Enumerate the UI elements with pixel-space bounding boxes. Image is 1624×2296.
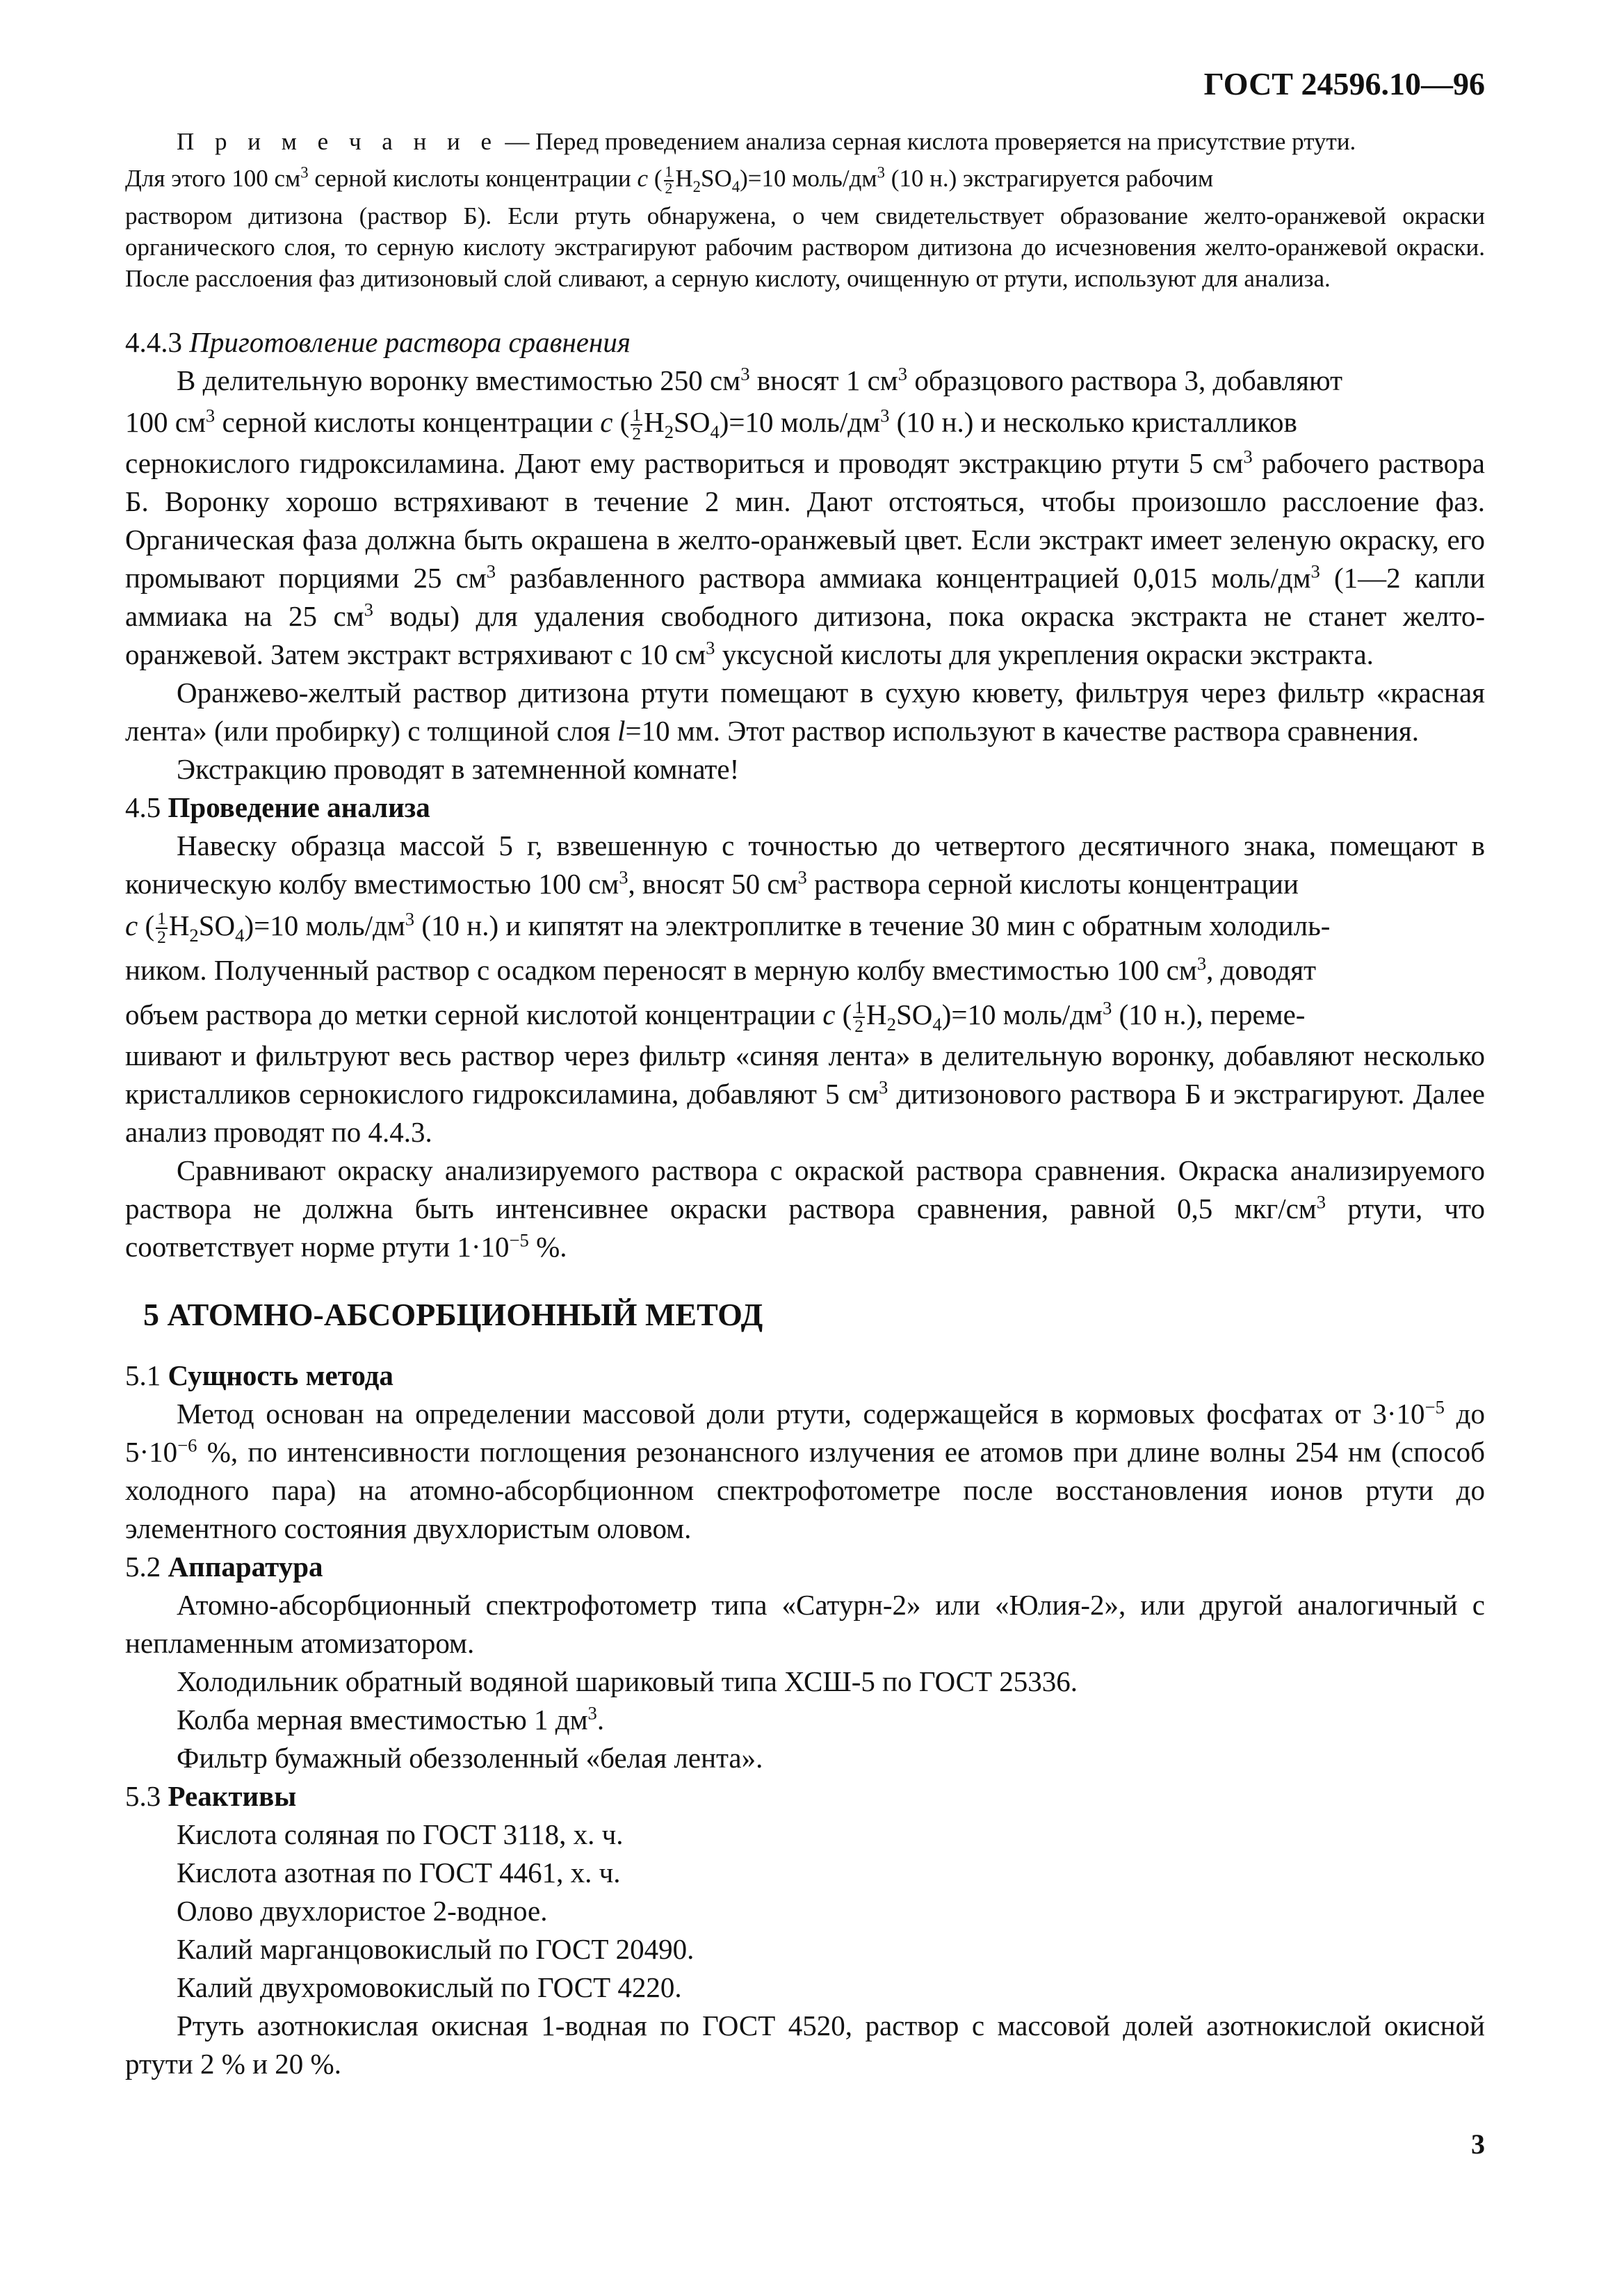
paragraph-4-4-3-1c: сернокислого гидроксиламина. Дают ему раствориться и проводят экстракцию ртути 5 $см^3$ рабочего раствора Б. Воронку хорошо встряхивают в течение 2 мин. Дают отстояться, чтобы произошло расслоение фаз. Органическая фаза должна быть окрашена в желто-оранжевый цвет. Если экстракт имеет зеленую окраску, его промывают порциями 25 $см^3$ разбавленного раствора аммиака концентрацией 0,015 моль/$дм^3$ (1—2 капли аммиака на 25 $см^3$ воды) для удаления свободного дитизона, пока окраска экстракта не станет желто-оранжевой. Затем экстракт встряхивают с 10 $см^3$ уксусной кислоты для укрепления окраски экстракта. bbox=[125, 445, 1486, 670]
reagent-item: Ртуть азотнокислая окисная 1-водная по ГОСТ 4520, раствор с массовой долей азотнокислой окисной ртути 2 % и 20 %. bbox=[125, 2009, 1485, 2080]
fraction-half: $\frac{1}{2}$ bbox=[665, 163, 673, 197]
note-line-2: Для этого 100 $см^3$ серной кислоты концентрации c ( $\frac{1}{2}$ $H_2SO_4)=10$ моль/$дм^3$ (10 н.) экстрагируется рабочим bbox=[125, 163, 1214, 197]
section-5-title: 5 АТОМНО-АБСОРБЦИОННЫЙ МЕТОД bbox=[143, 1296, 763, 1332]
paragraph-4-5-1b: c ( $\frac{1}{2}$ $H_2SO_4)=10$ моль/$дм^3$ (10 н.) и кипятят на электроплитке в течение 30 мин с обратным холодиль- bbox=[125, 907, 1331, 948]
paragraph-4-4-3-2: Оранжево-желтый раствор дитизона ртути помещают в сухую кювету, фильтруя через фильтр «красная лента» (или пробирку) с толщиной слоя l=10 мм. Этот раствор используют в качестве раствора сравнения. bbox=[125, 676, 1485, 747]
note-label: П р и м е ч а н и е bbox=[177, 127, 499, 155]
fraction-half: $\frac{1}{2}$ bbox=[854, 997, 863, 1037]
apparatus-item: Фильтр бумажный обеззоленный «белая лента». bbox=[177, 1741, 763, 1774]
apparatus-item: Атомно-абсорбционный спектрофотометр типа «Сатурн-2» или «Юлия-2», или другой аналогичный с непламенным атомизатором. bbox=[125, 1588, 1485, 1659]
reagent-item: Кислота соляная по ГОСТ 3118, х. ч. bbox=[177, 1818, 624, 1850]
fraction-half: $\frac{1}{2}$ bbox=[157, 908, 166, 948]
document-code: ГОСТ 24596.10—96 bbox=[1203, 66, 1485, 102]
note-block bbox=[125, 126, 1485, 294]
paragraph-4-5-1: Навеску образца массой 5 г, взвешенную с точностью до четвертого десятичного знака, помещают в коническую колбу вместимостью 100 $см^3$, вносят 50 $см^3$ раствора серной кислоты концентрации bbox=[125, 829, 1485, 900]
note-line-1: П р и м е ч а н и е — Перед проведением анализа серная кислота проверяется на присутствие ртути. bbox=[177, 127, 1356, 155]
paragraph-4-5-1d: объем раствора до метки серной кислотой концентрации c ( $\frac{1}{2}$ $H_2SO_4)=10$ моль/$дм^3$ (10 н.), переме- bbox=[125, 996, 1306, 1037]
reagent-item: Олово двухлористое 2-водное. bbox=[177, 1894, 548, 1927]
paragraph-4-5-2: Сравнивают окраску анализируемого раствора с окраской раствора сравнения. Окраска анализируемого раствора не должна быть интенсивнее окраски раствора сравнения, равной 0,5 мкг/$см^3$ ртути, что соответствует норме ртути $1\cdot 10^{-5}$ %. bbox=[125, 1154, 1486, 1263]
apparatus-item: Холодильник обратный водяной шариковый типа ХСШ-5 по ГОСТ 25336. bbox=[177, 1665, 1078, 1697]
paragraph-4-4-3-3: Экстракцию проводят в затемненной комнате! bbox=[177, 752, 740, 785]
paragraph-4-4-3-1: В делительную воронку вместимостью 250 $см^3$ вносят 1 $см^3$ образцового раствора 3, добавляют bbox=[177, 362, 1343, 396]
paragraph-4-5-1e: шивают и фильтруют весь раствор через фильтр «синяя лента» в делительную воронку, добавляют несколько кристалликов сернокислого гидроксиламина, добавляют 5 $см^3$ дитизонового раствора Б и экстрагируют. Далее анализ проводят по 4.4.3. bbox=[125, 1039, 1485, 1148]
subsection-4-4-3-heading: 4.4.3 Приготовление раствора сравнения bbox=[125, 325, 631, 358]
note-text: раствором дитизона (раствор Б). Если ртуть обнаружена, о чем свидетельствует образование желто-оранжевой окраски органического слоя, то серную кислоту экстрагируют рабочим раствором дитизона до исчезновения желто-оранжевой окраски. После расслоения фаз дитизоновый слой сливают, а серную кислоту, очищенную от ртути, используют для анализа. bbox=[125, 202, 1485, 292]
subsection-5-3-heading: 5.3 Реактивы bbox=[125, 1779, 297, 1812]
page-number: 3 bbox=[1471, 2128, 1485, 2160]
subsection-5-1-heading: 5.1 Сущность метода bbox=[125, 1359, 393, 1391]
paragraph-4-5-1c: ником. Полученный раствор с осадком переносят в мерную колбу вместимостью 100 $см^3$, доводят bbox=[125, 952, 1317, 986]
subsection-4-5-heading: 4.5 Проведение анализа bbox=[125, 791, 430, 823]
paragraph-4-4-3-1b: 100 $см^3$ серной кислоты концентрации c ( $\frac{1}{2}$ $H_2SO_4)=10$ моль/$дм^3$ (10 н.) и несколько кристалликов bbox=[125, 404, 1297, 444]
paragraph-5-1: Метод основан на определении массовой доли ртути, содержащейся в кормовых фосфатах от $3\cdot 10^{-5}$ до $5\cdot 10^{-6}$ %, по интенсивности поглощения резонансного излучения ее атомов при длине волны 254 нм (способ холодного пара) на атомно-абсорбционном спектрофотометре после восстановления ионов ртути до элементного состояния двухлористым оловом. bbox=[125, 1396, 1485, 1544]
apparatus-item: Колба мерная вместимостью 1 $дм^3$. bbox=[177, 1701, 605, 1736]
reagent-item: Кислота азотная по ГОСТ 4461, х. ч. bbox=[177, 1856, 621, 1889]
document-body bbox=[125, 323, 1485, 2083]
reagent-item: Калий двухромовокислый по ГОСТ 4220. bbox=[177, 1971, 682, 2003]
reagent-item: Калий марганцовокислый по ГОСТ 20490. bbox=[177, 1932, 695, 1965]
subsection-5-2-heading: 5.2 Аппаратура bbox=[125, 1550, 323, 1583]
fraction-half: $\frac{1}{2}$ bbox=[632, 405, 642, 444]
